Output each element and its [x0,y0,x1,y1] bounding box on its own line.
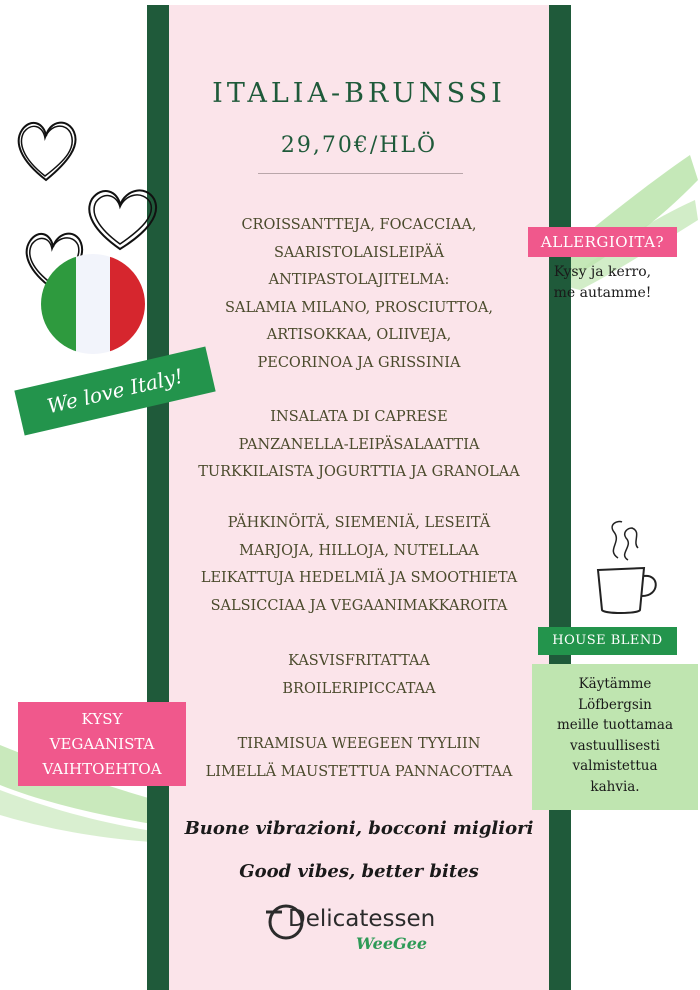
menu-item: BROILERIPICCATAA [282,680,436,697]
menu-item: MARJOJA, HILLOJA, NUTELLAA [239,542,479,559]
menu-item: PANZANELLA-LEIPÄSALAATTIA [238,436,480,453]
vegan-tag-line: VAIHTOEHTOA [42,760,162,778]
house-blend-line: Löfbergsin [578,696,652,713]
menu-item: PÄHKINÖITÄ, SIEMENIÄ, LESEITÄ [227,515,491,531]
menu-item: INSALATA DI CAPRESE [270,409,448,425]
house-blend-line: vastuullisesti [570,737,660,754]
allergy-note-line: Kysy ja kerro, [553,264,652,280]
menu-price: 29,70€/HLÖ [280,133,438,158]
house-blend-line: Käytämme [578,676,652,692]
menu-item: SALSICCIAA JA VEGAANIMAKKAROITA [210,597,508,614]
house-blend-note [532,664,698,810]
logo-sub: WeeGee [356,934,428,953]
right-green-stripe [549,5,571,990]
menu-item: PECORINOA JA GRISSINIA [257,354,461,371]
we-love-italy-tag: We love Italy! [14,347,215,436]
menu-item: ANTIPASTOLAJITELMA: [268,272,450,288]
menu-item: LIMELLÄ MAUSTETTUA PANNACOTTAA [205,763,513,780]
vegan-tag [18,702,186,786]
allergy-note-line: me autamme! [553,285,652,301]
allergy-tag: ALLERGIOITA? [528,227,677,257]
menu-group-1 [169,212,549,377]
menu-item: SAARISTOLAISLEIPÄÄ [273,244,445,261]
menu-item: CROISSANTTEJA, FOCACCIAA, [241,217,477,233]
vegan-tag-line: VEGAANISTA [49,735,155,753]
left-green-stripe [147,5,169,990]
menu-group-2 [169,404,549,487]
heart-outline-icon [80,183,164,255]
menu-item: TIRAMISUA WEEGEEN TYYLIIN [237,736,481,752]
slogan-italian: Buone vibrazioni, bocconi migliori [184,818,534,839]
menu-item: KASVISFRITATTAA [288,653,430,669]
menu-group-3 [169,510,549,620]
menu-item: ARTISOKKAA, OLIIVEJA, [266,327,452,343]
slogan-english: Good vibes, better bites [239,861,479,882]
house-blend-tag: HOUSE BLEND [538,627,677,655]
italy-flag-icon [41,254,145,354]
vegan-tag-line: KYSY [81,710,123,728]
title-divider [258,173,463,174]
house-blend-line: kahvia. [590,778,640,795]
heart-outline-icon [10,112,82,186]
menu-title: ITALIA-BRUNSSI [212,78,506,109]
menu-group-4 [169,648,549,703]
menu-item: LEIKATTUJA HEDELMIÄ JA SMOOTHIETA [200,570,518,586]
menu-group-5 [169,731,549,786]
logo-name: Delicatessen [288,906,436,932]
delicatessen-logo [258,898,468,960]
menu-item: TURKKILAISTA JOGURTTIA JA GRANOLAA [198,464,520,480]
house-blend-line: meille tuottamaa [556,717,674,733]
coffee-cup-icon [588,518,662,618]
house-blend-line: valmistettua [572,758,658,774]
allergy-note [528,262,677,304]
menu-item: SALAMIA MILANO, PROSCIUTTOA, [225,299,493,316]
